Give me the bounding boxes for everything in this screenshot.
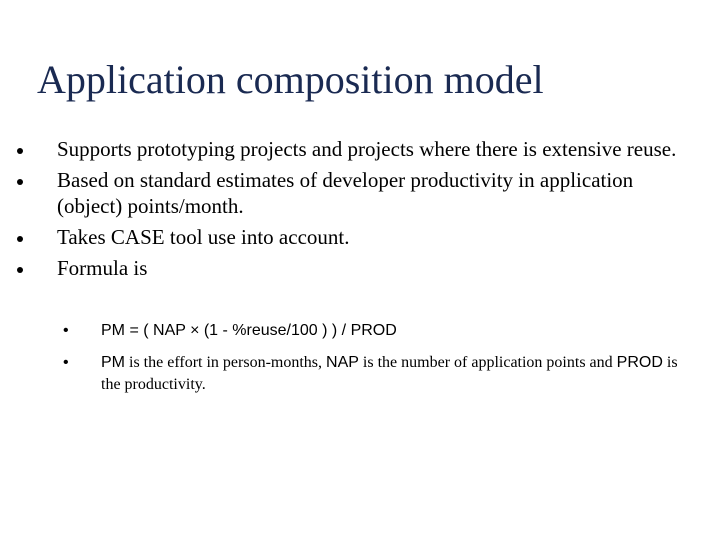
bullet-dot-icon bbox=[17, 148, 23, 154]
bullet-dot-icon bbox=[17, 267, 23, 273]
slide-title: Application composition model bbox=[37, 57, 544, 102]
bullet-dot-icon bbox=[17, 236, 23, 242]
sub-bullet-formula bbox=[0, 320, 691, 342]
bullet-text: Formula is bbox=[57, 256, 148, 280]
sub-bullet-definition bbox=[0, 352, 691, 396]
definition-text-1: is the effort in person-months, bbox=[125, 354, 327, 371]
bullet-text: Based on standard estimates of developer productivity in application (object) points/month. bbox=[57, 168, 634, 218]
formula-text: PM = ( NAP × (1 - %reuse/100 ) ) / PROD bbox=[101, 322, 397, 339]
bullet-item bbox=[0, 224, 697, 250]
term-prod: PROD bbox=[616, 354, 663, 371]
bullet-text: Takes CASE tool use into account. bbox=[57, 225, 350, 249]
sub-bullet-marker-icon: • bbox=[63, 322, 69, 339]
bullet-item bbox=[0, 255, 697, 281]
sub-bullet-marker-icon: • bbox=[63, 354, 69, 371]
bullet-list bbox=[0, 136, 717, 286]
bullet-text: Supports prototyping projects and projects where there is extensive reuse. bbox=[57, 137, 677, 161]
definition-text-2: is the number of application points and bbox=[358, 354, 617, 371]
term-pm: PM bbox=[101, 354, 125, 371]
bullet-item bbox=[0, 167, 697, 219]
sub-bullet-list bbox=[0, 320, 717, 406]
bullet-dot-icon bbox=[17, 179, 23, 185]
bullet-item bbox=[0, 136, 697, 162]
term-nap: NAP bbox=[326, 354, 359, 371]
definition-text-3: is the productivity. bbox=[101, 354, 678, 393]
